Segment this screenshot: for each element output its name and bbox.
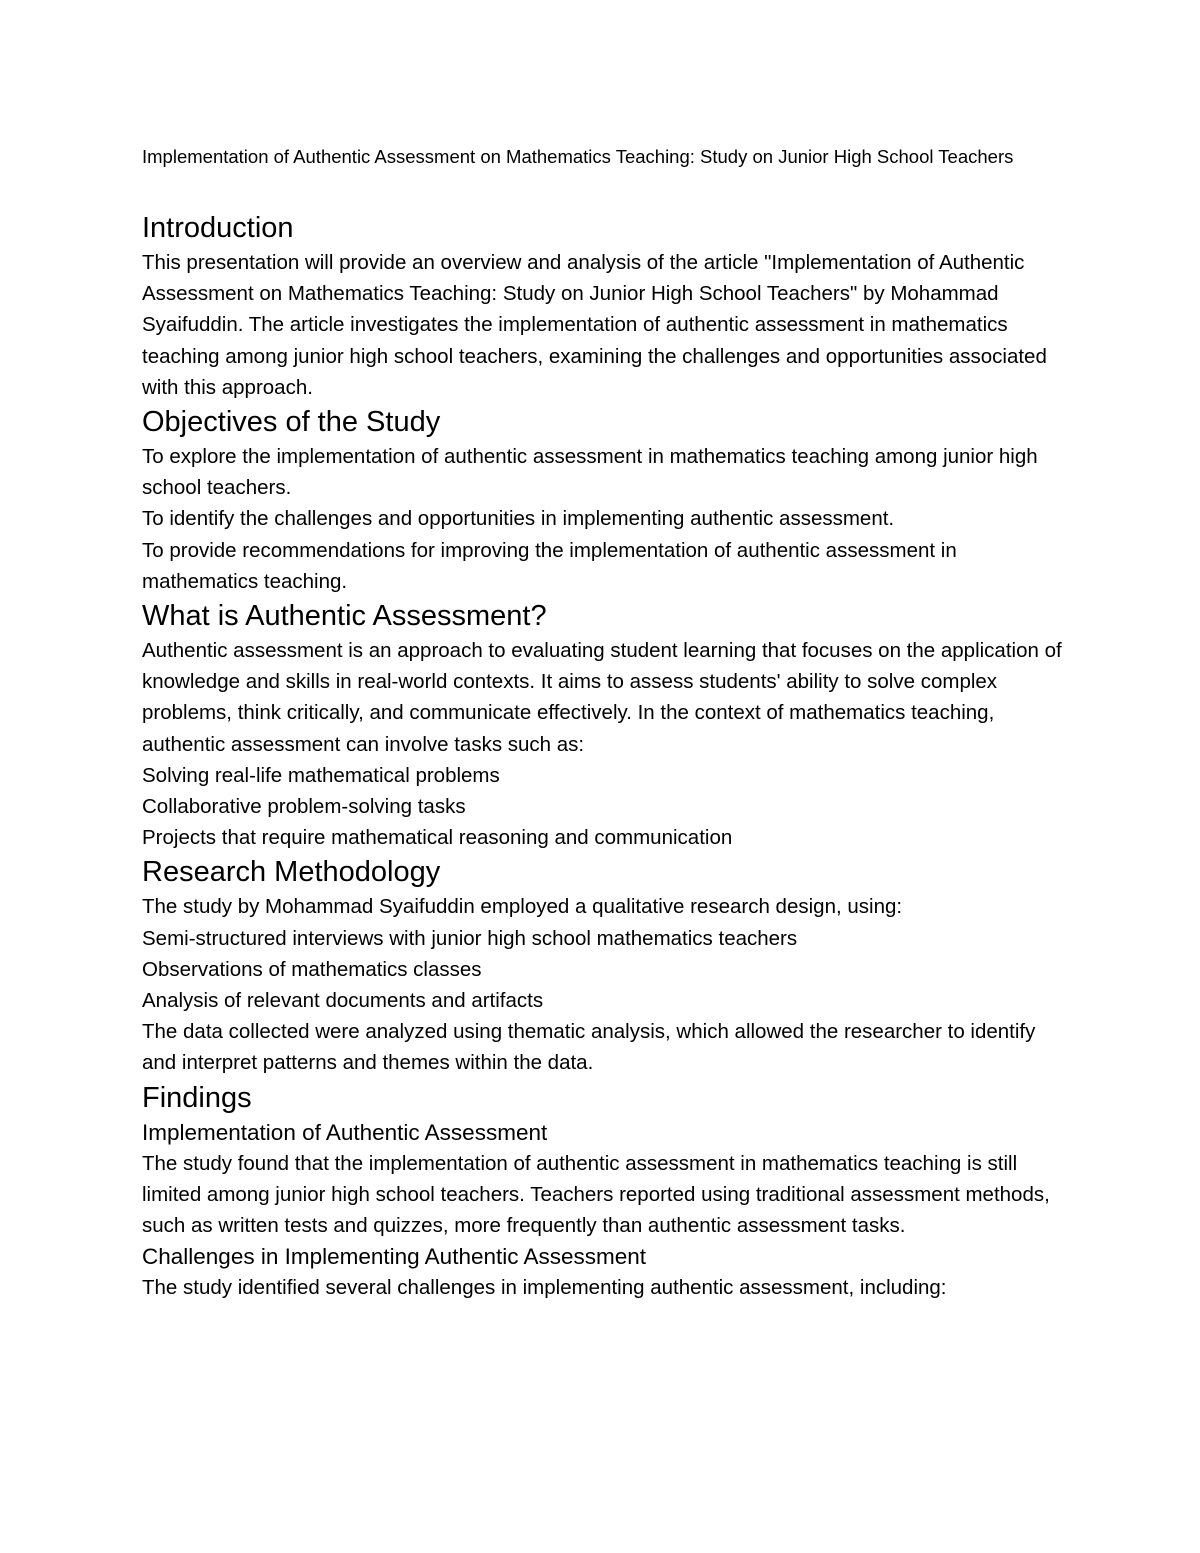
introduction-paragraph: This presentation will provide an overview and analysis of the article "Implementation of Authentic Assessment on Mathematics Teaching: Study on Junior High School Teachers" by Mohammad Syaifuddin. The article investigates the implementation of authentic assessment in mathematics teaching among junior high school teachers, examining the challenges and opportunities associated with this approach. [142, 251, 1047, 399]
authentic-assessment-paragraph: Authentic assessment is an approach to evaluating student learning that focuses on the application of knowledge and skills in real-world contexts. It aims to assess students' ability to solve complex problems, think critically, and communicate effectively. In the context of mathematics teaching, authentic assessment can involve tasks such as: [142, 639, 1062, 756]
method-item: Analysis of relevant documents and artifacts [142, 989, 544, 1013]
challenges-paragraph: The study identified several challenges in implementing authentic assessment, including: [142, 1276, 947, 1300]
authentic-assessment-heading: What is Authentic Assessment? [142, 600, 547, 633]
methodology-intro: The study by Mohammad Syaifuddin employed a qualitative research design, using: [142, 895, 903, 919]
implementation-subheading: Implementation of Authentic Assessment [142, 1119, 548, 1145]
method-item: Observations of mathematics classes [142, 957, 482, 981]
document-title: Implementation of Authentic Assessment on Mathematics Teaching: Study on Junior High School Teachers [142, 146, 1014, 167]
findings-heading: Findings [142, 1081, 252, 1114]
objectives-heading: Objectives of the Study [142, 406, 441, 439]
objective-item: To explore the implementation of authentic assessment in mathematics teaching among junior high school teachers. [142, 445, 1038, 500]
methodology-paragraph: The data collected were analyzed using thematic analysis, which allowed the researcher to identify and interpret patterns and themes within the data. [142, 1020, 1036, 1075]
method-item: Semi-structured interviews with junior high school mathematics teachers [142, 926, 798, 950]
challenges-subheading: Challenges in Implementing Authentic Assessment [142, 1244, 647, 1270]
introduction-heading: Introduction [142, 212, 294, 244]
methodology-heading: Research Methodology [142, 856, 441, 889]
objective-item: To identify the challenges and opportunities in implementing authentic assessment. [142, 507, 895, 531]
task-item: Collaborative problem-solving tasks [142, 795, 466, 819]
task-item: Solving real-life mathematical problems [142, 763, 500, 787]
task-item: Projects that require mathematical reasoning and communication [142, 826, 733, 850]
objective-item: To provide recommendations for improving the implementation of authentic assessment in mathematics teaching. [142, 538, 957, 593]
implementation-paragraph: The study found that the implementation of authentic assessment in mathematics teaching is still limited among junior high school teachers. Teachers reported using traditional assessment methods, such as written tests and quizzes, more frequently than authentic assessment tasks. [142, 1151, 1050, 1238]
